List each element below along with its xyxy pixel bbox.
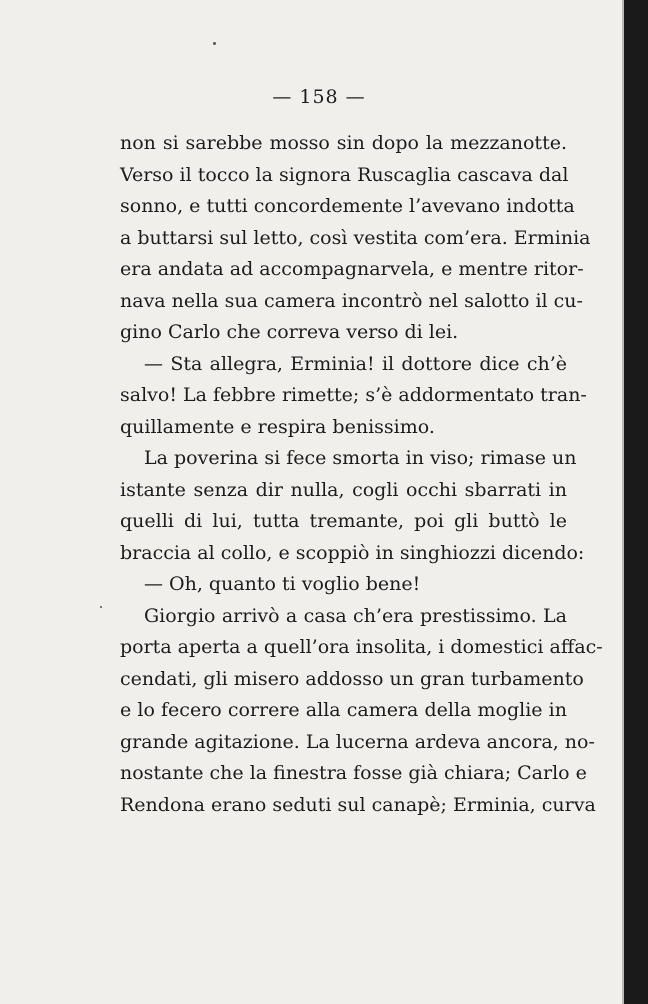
text-line: porta aperta a quell’ora insolita, i domestici affac- <box>120 636 603 658</box>
text-line: Giorgio arrivò a casa ch’era prestissimo. La <box>144 604 567 627</box>
page-binding-edge <box>622 0 648 1004</box>
text-line: grande agitazione. La lucerna ardeva ancora, no- <box>120 730 595 753</box>
ink-speck <box>100 606 102 608</box>
text-line: La poverina si fece smorta in viso; rimase un <box>144 447 577 469</box>
text-line: era andata ad accompagnarvela, e mentre ritor- <box>120 258 584 280</box>
text-line: sonno, e tutti concordemente l’avevano indotta <box>120 195 575 217</box>
text-line: quelli di lui, tutta tremante, poi gli buttò le <box>120 510 567 532</box>
text-line: Verso il tocco la signora Ruscaglia cascava dal <box>120 163 569 186</box>
text-line: non si sarebbe mosso sin dopo la mezzanotte. <box>120 132 567 154</box>
text-line: istante senza dir nulla, cogli occhi sbarrati in <box>120 478 567 501</box>
text-line: braccia al collo, e scoppiò in singhiozzi dicendo: <box>120 541 585 564</box>
text-line: quillamente e respira benissimo. <box>120 415 435 438</box>
body-text <box>120 128 603 821</box>
text-line: cendati, gli misero addosso un gran turbamento <box>120 667 584 690</box>
ink-speck <box>213 42 216 45</box>
text-line: salvo! La febbre rimette; s’è addormentato tran- <box>120 384 587 406</box>
text-line: — Sta allegra, Erminia! il dottore dice ch’è <box>144 352 567 375</box>
text-line: gino Carlo che correva verso di lei. <box>120 321 459 343</box>
text-line: nava nella sua camera incontrò nel salotto il cu- <box>120 289 583 312</box>
text-line: a buttarsi sul letto, così vestita com’era. Erminia <box>120 226 591 249</box>
text-line: Rendona erano seduti sul canapè; Erminia, curva <box>120 793 596 816</box>
page-edge-line <box>622 0 624 1004</box>
page-number: — 158 — <box>272 86 366 108</box>
text-line: e lo fecero correre alla camera della moglie in <box>120 699 567 721</box>
text-line: nostante che la finestra fosse già chiara; Carlo e <box>120 762 587 784</box>
text-line: — Oh, quanto ti voglio bene! <box>144 573 421 595</box>
